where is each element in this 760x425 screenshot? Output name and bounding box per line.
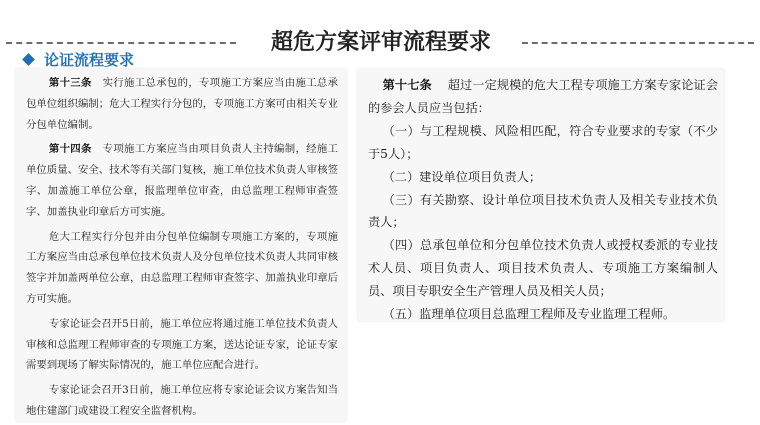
page-title: 超危方案评审流程要求 bbox=[270, 30, 491, 55]
article-14-spacer bbox=[92, 143, 103, 155]
left-text-panel bbox=[16, 69, 346, 421]
article-17-spacer bbox=[432, 78, 448, 92]
section-heading-label: 论证流程要求 bbox=[44, 51, 135, 69]
list-item: （四）总承包单位和分包单位技术负责人或授权委派的专业技术人员、项目负责人、项目技术负责人、专项施工方案编制人员、项目专职安全生产管理人员及相关人员； bbox=[368, 238, 718, 299]
article-13-number: 第十三条 bbox=[48, 77, 92, 89]
section-heading bbox=[24, 50, 134, 70]
title-divider-left bbox=[6, 42, 236, 44]
list-item: （五）监理单位项目总监理工程师及专业监理工程师。 bbox=[382, 307, 676, 322]
article-17-text: 超过一定规模的危大工程专项施工方案专家论证会的参会人员应当包括： bbox=[368, 78, 719, 115]
article-17-paragraph bbox=[368, 74, 718, 120]
list-item: （一）与工程规模、风险相匹配，符合专业要求的专家（不少于5人）； bbox=[368, 123, 718, 161]
article-14-paragraph bbox=[26, 139, 338, 222]
list-item: （三）有关勘察、设计单位项目技术负责人及相关专业技术负责人； bbox=[368, 192, 718, 230]
article-13-text: 实行施工总承包的，专项施工方案应当由施工总承包单位组织编制；危大工程实行分包的，专项施工方案可由相关专业分包单位编制。 bbox=[26, 77, 339, 131]
diamond-icon bbox=[22, 53, 35, 66]
article-14-text: 专项施工方案应当由项目负责人主持编制，经施工单位质量、安全、技术等有关部门复核，施工单位技术负责人审核签字、加盖施工单位公章，报监理单位审查，由总监理工程师审查签字、加盖执业印章后方可实施。 bbox=[26, 143, 339, 218]
subcontract-paragraph: 危大工程实行分包并由分包单位编制专项施工方案的，专项施工方案应当由总承包单位技术负责人及分包单位技术负责人共同审核签字并加盖两单位公章，由总监理工程师审查签字、加盖执业印章后方可实施。 bbox=[26, 230, 338, 305]
meeting-3-days-paragraph: 专家论证会召开3日前，施工单位应将专家论证会议方案告知当地住建部门或建设工程安全监督机构。 bbox=[26, 384, 338, 417]
article-13-paragraph bbox=[26, 73, 338, 135]
title-divider-right bbox=[522, 42, 754, 44]
article-13-spacer bbox=[92, 77, 103, 89]
article-14-number: 第十四条 bbox=[48, 143, 92, 156]
list-item: （二）建设单位项目负责人； bbox=[382, 169, 542, 184]
article-17-number: 第十七条 bbox=[382, 78, 432, 92]
meeting-5-days-paragraph: 专家论证会召开5日前，施工单位应将通过施工单位技术负责人审核和总监理工程师审查的专项施工方案，送达论证专家，论证专家需要到现场了解实际情况的，施工单位应配合进行。 bbox=[26, 317, 338, 372]
right-text-panel bbox=[358, 69, 724, 321]
